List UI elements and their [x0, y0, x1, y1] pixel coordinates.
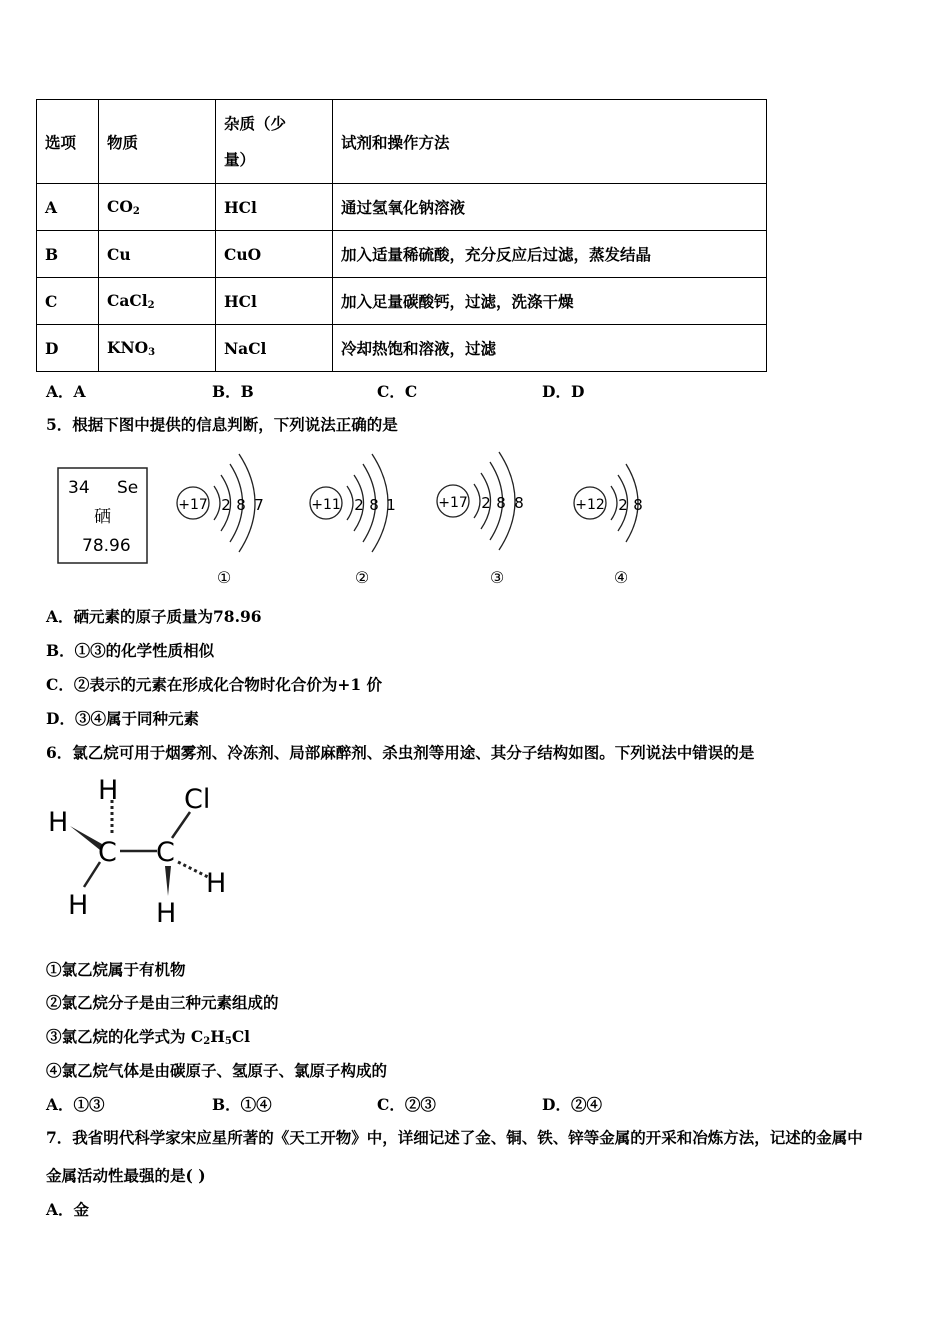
cell-impurity: HCl — [216, 278, 333, 325]
cell-option: C — [37, 278, 99, 325]
q5-option-d: D．③④属于同种元素 — [46, 709, 199, 728]
atom-structure-3 — [437, 452, 524, 587]
cell-impurity: CuO — [216, 231, 333, 278]
formula-subscript: 2 — [147, 300, 155, 311]
shell-electrons: 8 — [236, 496, 246, 514]
q6-choice-a: A．①③ — [46, 1095, 105, 1114]
element-card — [58, 468, 147, 563]
atom-label: ④ — [613, 568, 629, 587]
table-row — [37, 278, 767, 325]
hydrogen-atom-top: H — [98, 775, 119, 806]
header-method: 试剂和操作方法 — [333, 100, 767, 184]
cell-option: A — [37, 184, 99, 231]
q5-stem: 5．根据下图中提供的信息判断，下列说法正确的是 — [46, 415, 398, 434]
cell-method: 加入适量稀硫酸，充分反应后过滤，蒸发结晶 — [333, 231, 767, 278]
element-name: 硒 — [94, 507, 111, 527]
cell-substance — [99, 184, 216, 231]
statement-3-prefix: ③氯乙烷的化学式为 C — [46, 1027, 204, 1046]
cell-option: D — [37, 325, 99, 372]
cell-option: B — [37, 231, 99, 278]
atom-label: ③ — [489, 568, 505, 587]
carbon-atom-1: C — [98, 837, 117, 868]
formula-subscript: 2 — [203, 1036, 211, 1047]
carbon-atom-2: C — [156, 837, 175, 868]
shell-electrons: 8 — [496, 494, 506, 512]
header-option: 选项 — [37, 100, 99, 184]
nucleus-charge: +12 — [575, 497, 605, 513]
statement-3-hydrogen: H — [210, 1027, 225, 1046]
shell-electrons: 7 — [254, 496, 264, 514]
cell-substance — [99, 278, 216, 325]
molecule-structure — [40, 770, 250, 930]
shell-electrons: 2 — [221, 496, 231, 514]
q6-choice-b: B．①④ — [212, 1095, 272, 1114]
formula-subscript: 5 — [224, 1036, 232, 1047]
q7-option-a: A．金 — [46, 1200, 90, 1219]
table-row — [37, 231, 767, 278]
q7-stem-line-2: 金属活动性最强的是( ) — [46, 1166, 206, 1185]
atom-label: ② — [354, 568, 370, 587]
nucleus-charge: +17 — [438, 495, 468, 511]
q6-stem: 6．氯乙烷可用于烟雾剂、冷冻剂、局部麻醉剂、杀虫剂等用途、其分子结构如图。下列说法中错误的是 — [46, 743, 755, 762]
q6-choice-c: C．②③ — [377, 1095, 436, 1114]
shell-electrons: 2 — [618, 496, 628, 514]
q7-stem-line-1: 7．我省明代科学家宋应星所著的《天工开物》中，详细记述了金、铜、铁、锌等金属的开采和冶炼方法，记述的金属中 — [46, 1128, 863, 1147]
q5-diagram — [40, 440, 680, 590]
q6-statement-2: ②氯乙烷分子是由三种元素组成的 — [46, 993, 279, 1012]
table-row — [37, 325, 767, 372]
cell-impurity: NaCl — [216, 325, 333, 372]
q6-statement-4: ④氯乙烷气体是由碳原子、氢原子、氯原子构成的 — [46, 1061, 388, 1080]
bond-c2-cl — [172, 812, 190, 838]
shell-electrons: 8 — [633, 496, 643, 514]
bond-c2-h-right — [178, 862, 208, 877]
formula-subscript: 2 — [132, 206, 140, 217]
shell-electrons: 8 — [369, 496, 379, 514]
hydrogen-atom-left: H — [48, 807, 69, 838]
q6-statement-1: ①氯乙烷属于有机物 — [46, 960, 186, 979]
q6-choice-d: D．②④ — [542, 1095, 602, 1114]
atom-structure-2 — [310, 454, 396, 587]
q4-choice-d: D．D — [542, 382, 585, 401]
header-impurity-text: 杂质（少量） — [224, 113, 287, 169]
q4-table — [36, 99, 767, 372]
formula-main: Cu — [107, 244, 131, 264]
hydrogen-atom-bottom-left: H — [68, 890, 89, 921]
q4-choice-a: A．A — [46, 382, 86, 401]
element-mass: 78.96 — [82, 536, 131, 556]
cell-substance — [99, 231, 216, 278]
hydrogen-atom-bottom: H — [156, 898, 177, 929]
nucleus-charge: +11 — [311, 497, 341, 513]
element-symbol: Se — [117, 478, 139, 498]
atom-structure-1 — [177, 454, 264, 587]
formula-subscript: 3 — [148, 347, 156, 358]
chlorine-atom: Cl — [184, 784, 211, 815]
cell-method: 加入足量碳酸钙，过滤，洗涤干燥 — [333, 278, 767, 325]
bond-c2-h-bottom — [165, 866, 171, 896]
shell-electrons: 1 — [386, 496, 396, 514]
cell-impurity: HCl — [216, 184, 333, 231]
cell-substance — [99, 325, 216, 372]
cell-method: 冷却热饱和溶液，过滤 — [333, 325, 767, 372]
hydrogen-atom-right: H — [206, 868, 227, 899]
atom-label: ① — [216, 568, 232, 587]
table-row — [37, 184, 767, 231]
element-number: 34 — [68, 478, 90, 498]
formula-main: CO — [107, 197, 133, 216]
nucleus-charge: +17 — [178, 497, 208, 513]
q4-choice-c: C．C — [377, 382, 418, 401]
q5-option-b: B．①③的化学性质相似 — [46, 641, 215, 660]
shell-electrons: 2 — [481, 494, 491, 512]
q5-option-a: A．硒元素的原子质量为78.96 — [46, 607, 262, 626]
formula-main: CaCl — [107, 291, 148, 310]
cell-method: 通过氢氧化钠溶液 — [333, 184, 767, 231]
q5-option-c: C．②表示的元素在形成化合物时化合价为+1 价 — [46, 675, 383, 694]
shell-electrons: 2 — [354, 496, 364, 514]
atom-structure-4 — [574, 464, 643, 587]
table-header-row — [37, 100, 767, 184]
header-impurity — [216, 100, 333, 184]
header-substance: 物质 — [99, 100, 216, 184]
q6-statement-3 — [46, 1025, 250, 1047]
statement-3-chlorine: Cl — [231, 1027, 251, 1046]
formula-main: KNO — [107, 338, 149, 357]
q4-choice-b: B．B — [212, 382, 254, 401]
shell-electrons: 8 — [514, 494, 524, 512]
